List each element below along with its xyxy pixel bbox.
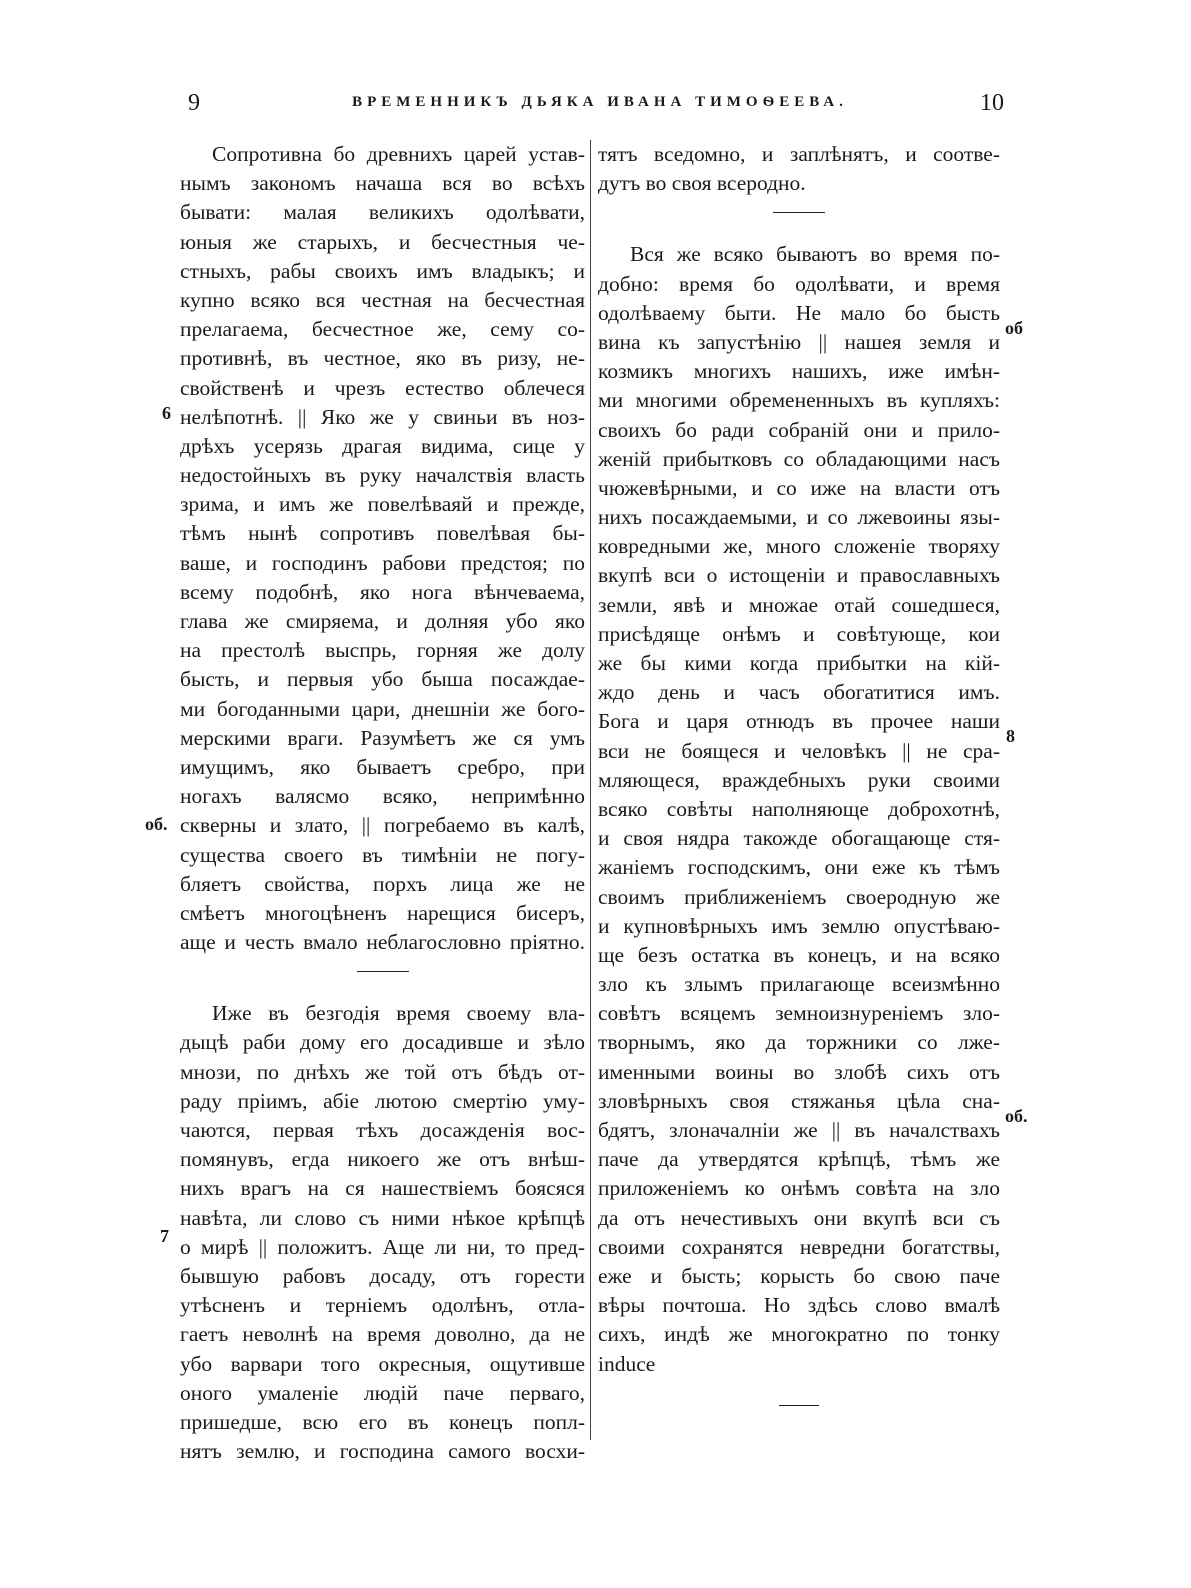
right-column	[598, 140, 1000, 1421]
text-line: свойственѣ и чрезъ естество облечеся	[180, 375, 585, 400]
section-separator	[598, 198, 1000, 228]
text-line: ваше, и господинъ рабови предстоя; по	[180, 550, 585, 575]
page-number-right: 10	[980, 90, 1004, 116]
text-line: всяко совѣты наполняюще доброхотнѣ,	[598, 796, 1000, 821]
text-line: всему подобнѣ, яко нога вѣнчеваема,	[180, 579, 585, 604]
margin-folio-7: 7	[160, 1226, 169, 1246]
text-line: вкупѣ вси о истощеніи и православныхъ	[598, 563, 1000, 588]
left-column	[180, 140, 585, 1466]
text-line: творнымъ, яко да торжники со лже-	[598, 1030, 1000, 1055]
text-line: бывати: малая великихъ одолѣвати,	[180, 200, 585, 225]
text-line: ми многими обремененныхъ въ купляхъ:	[598, 388, 1000, 413]
text-line: женій прибытковъ со обладающими насъ	[598, 446, 1000, 471]
right-paragraph-1	[598, 140, 1000, 198]
text-line: козмикъ многихъ нашихъ, иже имѣн-	[598, 359, 1000, 384]
text-line: дрѣхъ усерязь драгая видима, сице у	[180, 433, 585, 458]
text-line: одолѣваему быти. Не мало бо бысть	[598, 300, 1000, 325]
text-line: стныхъ, рабы своихъ имъ владыкъ; и	[180, 258, 585, 283]
text-line: нихъ врагъ на ся нашествіемъ боясяся	[180, 1176, 585, 1201]
text-line: Иже въ безгодія время своему вла-	[212, 1001, 585, 1026]
text-line: Сопротивна бо древнихъ царей устав-	[212, 142, 585, 166]
text-line: вѣры почтоша. Но здѣсь слово вмалѣ	[598, 1293, 1000, 1318]
left-paragraph-1	[180, 140, 585, 957]
text-line: Вся же всяко бываютъ во время по-	[630, 242, 1000, 267]
text-line: бысть, и первыя убо быша посаждае-	[180, 667, 585, 692]
text-line: купно всяко вся честная на бесчестная	[180, 287, 585, 312]
margin-folio-ob-right-2: об.	[1005, 1106, 1028, 1126]
text-line: же бы кими когда прибытки на кій-	[598, 651, 1000, 675]
text-line: помянувъ, егда никоего же отъ внѣш-	[180, 1147, 585, 1172]
section-separator	[180, 957, 585, 987]
text-line: чаются, первая тѣхъ досажденія вос-	[180, 1118, 585, 1142]
end-separator	[598, 1391, 1000, 1421]
text-line: ногахъ валясмо всяко, непримѣнно	[180, 784, 585, 809]
text-line: жаніемъ господскимъ, они еже къ тѣмъ	[598, 855, 1000, 880]
text-line: именными воины во злобѣ сихъ отъ	[598, 1059, 1000, 1084]
text-line: на престолѣ выспрь, горняя же долу	[180, 638, 585, 663]
text-line: еже и бысть; корысть бо свою паче	[598, 1263, 1000, 1288]
margin-folio-8: 8	[1006, 726, 1015, 746]
text-line: паче да утвердятся крѣпцѣ, тѣмъ же	[598, 1147, 1000, 1172]
text-line: мляющеся, враждебныхъ руки своими	[598, 767, 1000, 792]
text-line: приложеніемъ ко онѣмъ совѣта на зло	[598, 1176, 1000, 1201]
text-line: навѣта, ли слово съ ними нѣкое крѣпцѣ	[180, 1205, 585, 1230]
text-line: нятъ землю, и господина самого восхи-	[180, 1439, 585, 1464]
text-line: глава же смиряема, и долняя убо яко	[180, 609, 585, 633]
margin-folio-ob: об.	[145, 814, 168, 834]
text-line: бдятъ, злоначалніи же || въ началствахъ	[598, 1118, 1000, 1142]
text-line: ждо день и часъ обогатитися имъ.	[598, 680, 1000, 705]
text-line: своими сохранятся невредни богатствы,	[598, 1234, 1000, 1259]
text-line: чюжевѣрными, и со иже на власти отъ	[598, 475, 1000, 500]
text-line: раду пріимъ, абіе лютою смертію уму-	[180, 1088, 585, 1113]
text-line: смѣетъ многоцѣненъ нарещися бисеръ,	[180, 900, 585, 925]
text-line: оного умаленіе людій паче перваго,	[180, 1380, 585, 1405]
text-line: зловѣрныхъ своя стяжанья цѣла сна-	[598, 1088, 1000, 1113]
text-line: и своя нядра такожде обогащающе стя-	[598, 826, 1000, 851]
text-line: нымъ закономъ начаша вся во всѣхъ	[180, 171, 585, 196]
text-line: существа своего въ тимѣніи не погу-	[180, 842, 585, 867]
text-line: гаетъ неволнѣ на время доволно, да не	[180, 1322, 585, 1347]
text-line: своихъ бо ради собраній они и прило-	[598, 417, 1000, 442]
running-head: ВРЕМЕННИКЪ ДЬЯКА ИВАНА ТИМОѲЕЕВА.	[352, 94, 848, 110]
text-line: вси не боящеся и человѣкъ || не сра-	[598, 738, 1000, 763]
text-line: о мирѣ || положитъ. Аще ли ни, то пред-	[180, 1234, 585, 1259]
text-line: Бога и царя отнюдъ въ прочее наши	[598, 709, 1000, 734]
text-line: нелѣпотнѣ. || Яко же у свиньи въ ноз-	[180, 404, 585, 429]
text-line: induce	[598, 1351, 656, 1376]
text-line: прелагаема, бесчестное же, сему со-	[180, 317, 585, 342]
text-line: противнѣ, въ честное, яко въ ризу, не-	[180, 346, 585, 371]
text-line: да отъ нечестивыхъ они вкупѣ вси съ	[598, 1205, 1000, 1230]
right-paragraph-2	[598, 240, 1000, 1378]
left-paragraph-2	[180, 999, 585, 1466]
text-line: вина къ запустѣнію || нашея земля и	[598, 329, 1000, 354]
text-line: бывшую рабовъ досаду, отъ горести	[180, 1263, 585, 1288]
text-line: ми богоданными цари, днешніи же бого-	[180, 696, 585, 721]
text-line: дыцѣ раби дому его досадивше и зѣло	[180, 1030, 585, 1055]
text-line: зрима, и имъ же повелѣваяй и прежде,	[180, 492, 585, 517]
text-line: своимъ приближеніемъ своеродную же	[598, 884, 1000, 909]
text-line: тѣмъ нынѣ сопротивъ повелѣвая бы-	[180, 521, 585, 546]
text-line: убо варвари того окресныя, ощутивше	[180, 1351, 585, 1376]
text-line: присѣдяще онѣмъ и совѣтующе, кои	[598, 621, 1000, 646]
text-line: земли, явѣ и множае отай сошедшеся,	[598, 592, 1000, 617]
margin-folio-ob-right: об	[1005, 318, 1023, 338]
text-line: совѣтъ всяцемъ земноизнуреніемъ зло-	[598, 1001, 1000, 1026]
text-line: утѣсненъ и терніемъ одолѣнъ, отла-	[180, 1293, 585, 1318]
margin-folio-6: 6	[162, 403, 171, 423]
text-line: юныя же старыхъ, и бесчестныя че-	[180, 229, 585, 254]
text-line: и купновѣрныхъ имъ землю опустѣваю-	[598, 913, 1000, 938]
text-line: бляетъ свойства, порхъ лица же не	[180, 871, 585, 896]
text-line: зло къ злымъ прилагающе всеизмѣнно	[598, 972, 1000, 997]
text-line: тятъ вседомно, и заплѣнятъ, и соотве-	[598, 142, 1000, 166]
text-line: добно: время бо одолѣвати, и время	[598, 271, 1000, 296]
text-line: ще безъ остатка въ конецъ, и на всяко	[598, 942, 1000, 967]
text-line: мнози, по днѣхъ же той отъ бѣдъ от-	[180, 1059, 585, 1084]
text-line: мерскими враги. Разумѣетъ же ся умъ	[180, 725, 585, 750]
column-rule	[590, 140, 591, 1440]
text-line: дутъ во своя всеродно.	[598, 171, 806, 196]
text-line: скверны и злато, || погребаемо въ калѣ,	[180, 813, 585, 838]
text-line: сихъ, индѣ же многократно по тонку	[598, 1322, 1000, 1347]
page-number-left: 9	[188, 90, 200, 116]
text-line: ковредными же, много сложеніе творяху	[598, 534, 1000, 559]
text-line: пришедше, всю его въ конецъ попл-	[180, 1409, 585, 1434]
text-line: нихъ посаждаемыми, и со лжевоины язы-	[598, 505, 1000, 530]
text-line: аще и честь вмало неблагословно пріятно.	[180, 930, 585, 955]
text-line: недостойныхъ въ руку началствія власть	[180, 463, 585, 488]
text-line: имущимъ, яко бываетъ сребро, при	[180, 754, 585, 779]
